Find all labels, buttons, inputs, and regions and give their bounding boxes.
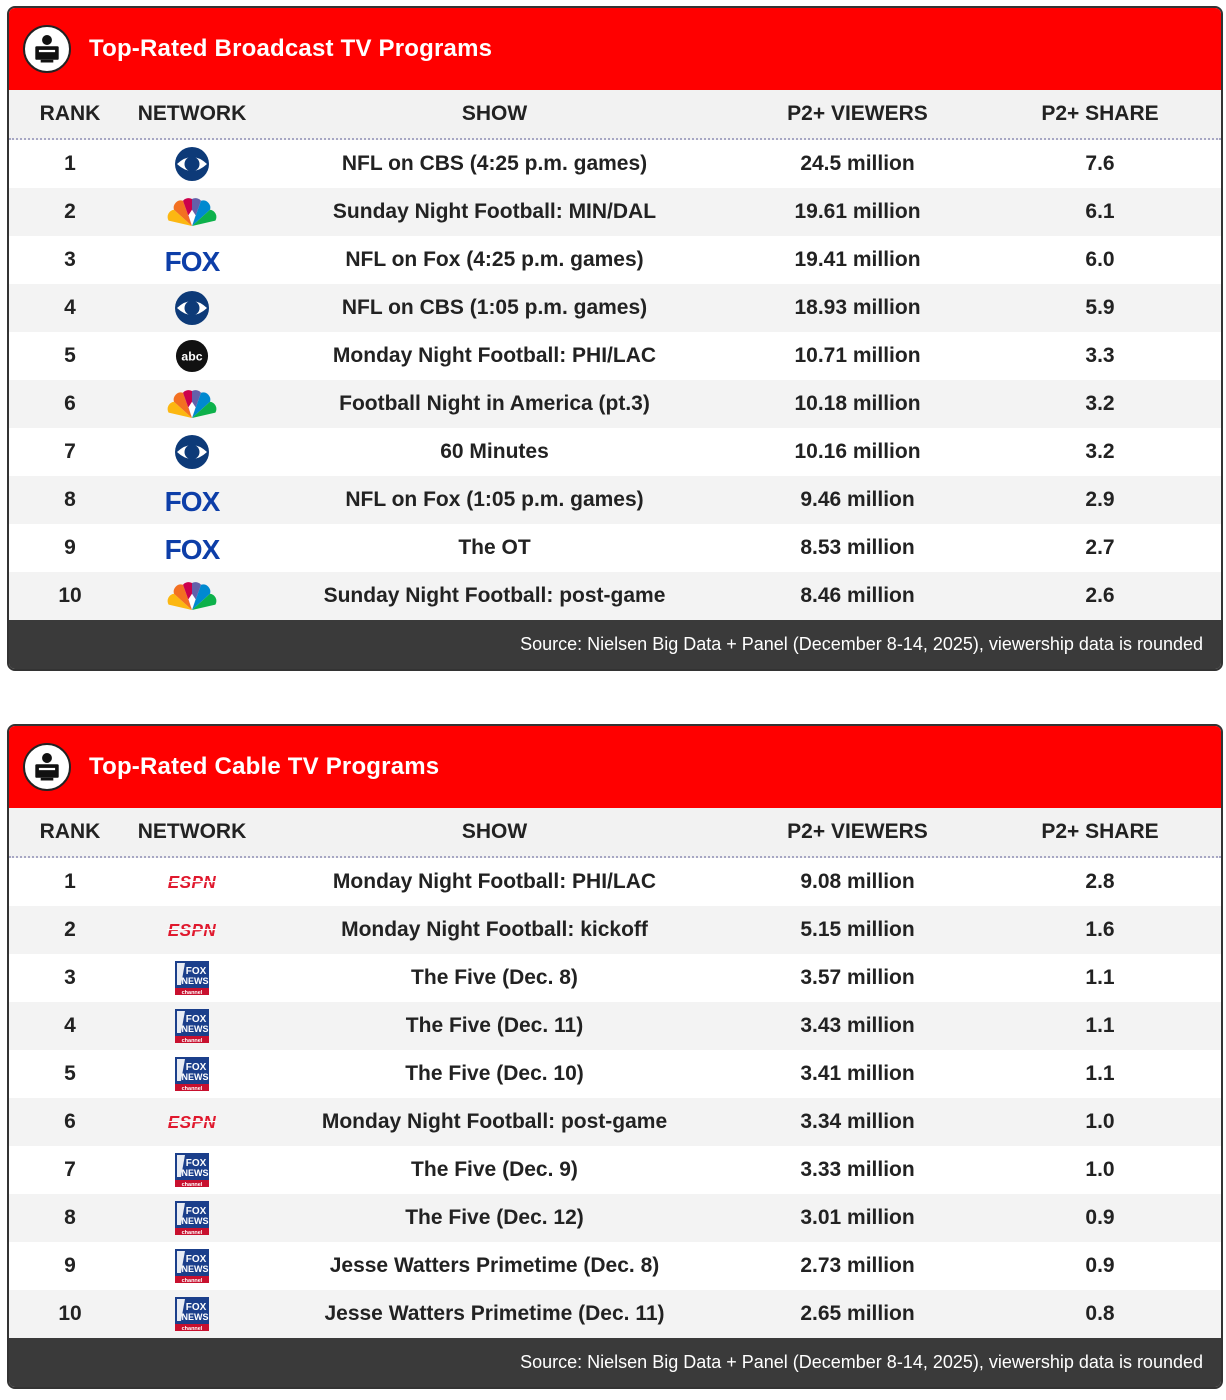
viewers-cell: 3.01 million [800,1206,915,1229]
network-header: NETWORK [137,820,247,843]
rank-cell: 1 [64,870,76,893]
fox-news-logo-icon [175,1249,209,1283]
table-row [9,1290,1221,1338]
viewers-cell: 8.46 million [800,584,915,607]
nbc-logo-icon [165,196,219,229]
show-cell: Monday Night Football: PHI/LAC [332,344,657,367]
nbc-logo-icon [165,580,219,613]
viewers-cell: 10.18 million [794,392,921,415]
broadcast-panel [7,6,1223,671]
viewers-cell: 9.08 million [800,870,915,893]
fox-news-logo-icon [175,1153,209,1187]
network-cell [131,580,253,613]
table-row [9,380,1221,428]
cable-panel [7,724,1223,1389]
share-cell: 0.8 [1085,1302,1115,1325]
show-cell: The OT [458,536,531,559]
share-cell: 1.0 [1085,1110,1115,1133]
show-cell: Football Night in America (pt.3) [339,392,650,415]
table-row [9,906,1221,954]
table-row [9,140,1221,188]
broadcast-column-headers [9,90,1221,140]
network-cell [131,434,253,470]
table-row [9,428,1221,476]
fox-news-logo-icon [175,1297,209,1331]
network-cell [131,339,253,373]
fox-news-logo-icon [175,1009,209,1043]
rank-cell: 4 [64,1014,76,1037]
fox-news-logo-icon [175,1201,209,1235]
table-row [9,1050,1221,1098]
espn-logo-icon [163,873,221,892]
show-cell: Sunday Night Football: MIN/DAL [332,200,657,223]
show-cell: 60 Minutes [440,440,549,463]
viewers-cell: 19.61 million [794,200,921,223]
network-cell [131,1297,253,1331]
share-header: P2+ SHARE [1041,820,1159,843]
show-cell: The Five (Dec. 8) [411,966,578,989]
share-cell: 3.2 [1085,392,1115,415]
tv-ratings-icon [23,25,71,73]
network-cell [131,961,253,995]
table-row [9,284,1221,332]
viewers-cell: 10.71 million [794,344,921,367]
share-cell: 3.2 [1085,440,1115,463]
viewers-cell: 9.46 million [800,488,915,511]
rank-cell: 7 [64,1158,76,1181]
share-cell: 2.8 [1085,870,1115,893]
show-cell: Monday Night Football: PHI/LAC [332,870,657,893]
share-cell: 6.0 [1085,248,1115,271]
show-cell: The Five (Dec. 12) [405,1206,584,1229]
show-header: SHOW [461,102,528,125]
show-cell: NFL on CBS (1:05 p.m. games) [341,296,648,319]
viewers-cell: 10.16 million [794,440,921,463]
rank-cell: 10 [58,1302,82,1325]
show-cell: NFL on Fox (4:25 p.m. games) [345,248,644,271]
show-cell: NFL on Fox (1:05 p.m. games) [345,488,644,511]
share-cell: 3.3 [1085,344,1115,367]
rank-cell: 6 [64,392,76,415]
viewers-cell: 3.34 million [800,1110,915,1133]
viewers-cell: 3.57 million [800,966,915,989]
rank-cell: 7 [64,440,76,463]
cable-source-footer: Source: Nielsen Big Data + Panel (December 8-14, 2025), viewership data is rounded [9,1338,1221,1387]
network-cell [131,1113,253,1132]
network-cell [131,1249,253,1283]
show-cell: The Five (Dec. 10) [405,1062,584,1085]
share-cell: 1.1 [1085,1062,1115,1085]
show-cell: Monday Night Football: kickoff [341,918,648,941]
network-cell [131,873,253,892]
cable-title: Top-Rated Cable TV Programs [89,753,440,780]
viewers-header: P2+ VIEWERS [787,820,928,843]
share-header: P2+ SHARE [1041,102,1159,125]
rank-cell: 2 [64,918,76,941]
show-cell: The Five (Dec. 9) [411,1158,578,1181]
network-cell [131,486,253,515]
table-row [9,236,1221,284]
rank-cell: 10 [58,584,82,607]
viewers-cell: 5.15 million [800,918,915,941]
share-cell: 1.1 [1085,1014,1115,1037]
table-row [9,572,1221,620]
share-cell: 2.9 [1085,488,1115,511]
rank-cell: 2 [64,200,76,223]
table-row [9,858,1221,906]
viewers-cell: 19.41 million [794,248,921,271]
network-cell [131,246,253,275]
network-cell [131,1201,253,1235]
broadcast-header [9,8,1221,90]
fox-news-logo-icon [175,961,209,995]
espn-logo-icon [163,921,221,940]
share-cell: 1.0 [1085,1158,1115,1181]
table-row [9,1146,1221,1194]
table-row [9,1002,1221,1050]
fox-logo-icon [163,246,221,275]
abc-logo-icon [175,339,209,373]
broadcast-table-body [9,140,1221,620]
cbs-logo-icon [174,146,210,182]
viewers-cell: 3.33 million [800,1158,915,1181]
table-row [9,524,1221,572]
broadcast-source-footer: Source: Nielsen Big Data + Panel (December 8-14, 2025), viewership data is rounded [9,620,1221,669]
share-cell: 0.9 [1085,1254,1115,1277]
share-cell: 6.1 [1085,200,1115,223]
nbc-logo-icon [165,388,219,421]
show-cell: Sunday Night Football: post-game [323,584,666,607]
rank-cell: 5 [64,1062,76,1085]
network-cell [131,290,253,326]
rank-cell: 8 [64,488,76,511]
cbs-logo-icon [174,290,210,326]
table-row [9,1242,1221,1290]
network-cell [131,534,253,563]
table-row [9,1194,1221,1242]
tv-ratings-icon [23,743,71,791]
fox-news-logo-icon [175,1057,209,1091]
viewers-cell: 2.73 million [800,1254,915,1277]
cable-header [9,726,1221,808]
network-cell [131,1153,253,1187]
broadcast-title: Top-Rated Broadcast TV Programs [89,35,493,62]
rank-cell: 6 [64,1110,76,1133]
share-cell: 0.9 [1085,1206,1115,1229]
network-cell [131,146,253,182]
fox-logo-icon [163,534,221,563]
show-cell: Monday Night Football: post-game [321,1110,668,1133]
show-cell: NFL on CBS (4:25 p.m. games) [341,152,648,175]
viewers-cell: 2.65 million [800,1302,915,1325]
espn-logo-icon [163,1113,221,1132]
fox-logo-icon [163,486,221,515]
rank-cell: 1 [64,152,76,175]
share-cell: 5.9 [1085,296,1115,319]
table-row [9,188,1221,236]
table-row [9,476,1221,524]
show-cell: Jesse Watters Primetime (Dec. 8) [329,1254,660,1277]
viewers-cell: 8.53 million [800,536,915,559]
cbs-logo-icon [174,434,210,470]
network-cell [131,921,253,940]
viewers-cell: 3.41 million [800,1062,915,1085]
cable-column-headers [9,808,1221,858]
network-cell [131,196,253,229]
network-cell [131,1009,253,1043]
rank-header: RANK [39,820,101,843]
network-cell [131,388,253,421]
cable-table-body [9,858,1221,1338]
show-cell: The Five (Dec. 11) [405,1014,584,1037]
rank-cell: 9 [64,536,76,559]
share-cell: 2.7 [1085,536,1115,559]
rank-cell: 3 [64,248,76,271]
share-cell: 1.6 [1085,918,1115,941]
share-cell: 7.6 [1085,152,1115,175]
show-cell: Jesse Watters Primetime (Dec. 11) [324,1302,665,1325]
table-row [9,332,1221,380]
rank-cell: 8 [64,1206,76,1229]
viewers-cell: 3.43 million [800,1014,915,1037]
table-row [9,954,1221,1002]
viewers-header: P2+ VIEWERS [787,102,928,125]
share-cell: 2.6 [1085,584,1115,607]
network-cell [131,1057,253,1091]
rank-cell: 5 [64,344,76,367]
rank-cell: 3 [64,966,76,989]
show-header: SHOW [461,820,528,843]
network-header: NETWORK [137,102,247,125]
rank-header: RANK [39,102,101,125]
share-cell: 1.1 [1085,966,1115,989]
viewers-cell: 24.5 million [800,152,915,175]
viewers-cell: 18.93 million [794,296,921,319]
table-row [9,1098,1221,1146]
rank-cell: 9 [64,1254,76,1277]
rank-cell: 4 [64,296,76,319]
